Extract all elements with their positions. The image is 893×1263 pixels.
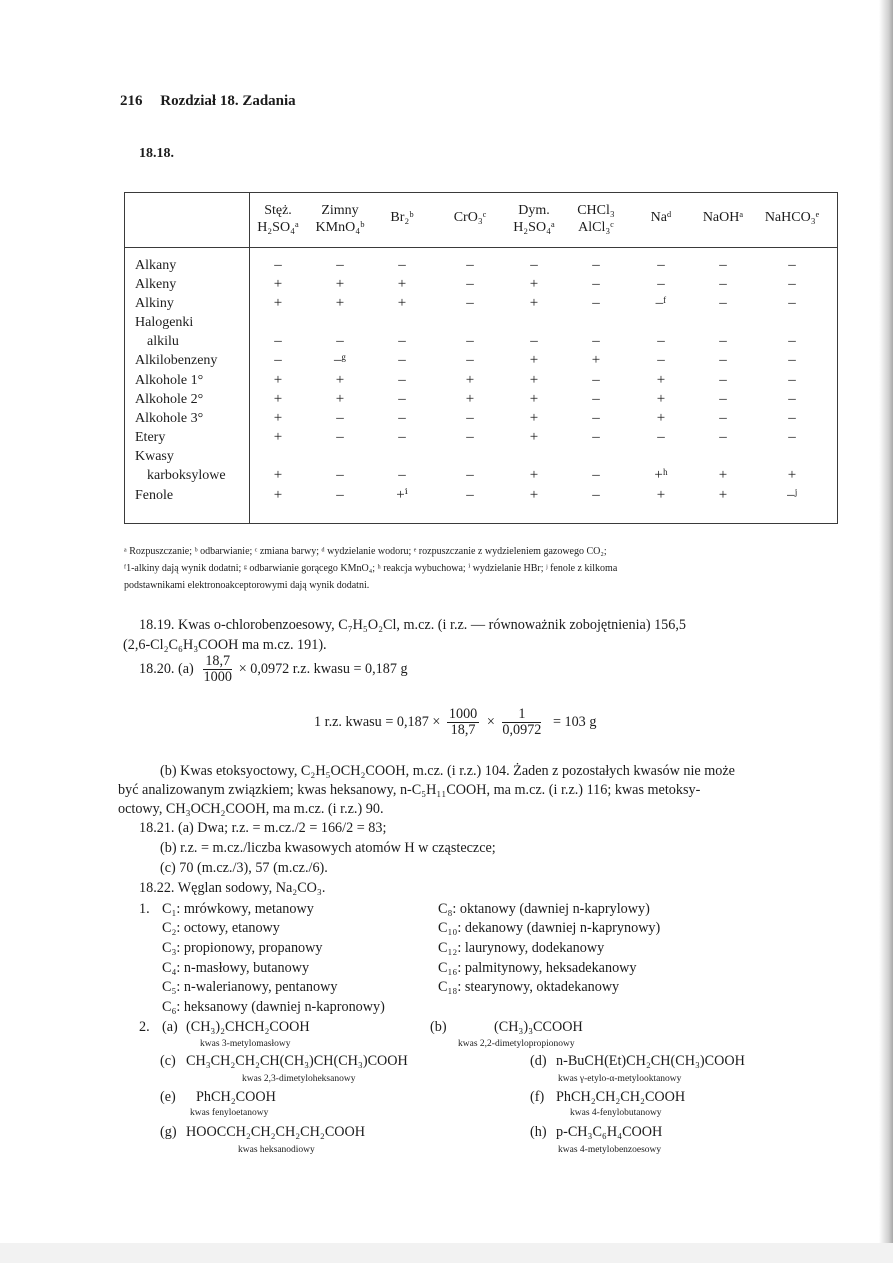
table-cell: –	[719, 391, 727, 407]
table-cell: –	[719, 410, 727, 426]
table-cell: +	[529, 487, 539, 503]
table-cell: –	[274, 352, 282, 368]
table-footnotes	[124, 543, 842, 594]
table-cell: –	[398, 467, 406, 483]
table-cell: +	[397, 295, 407, 311]
acid-formula: HOOCCH₂CH₂CH₂CH₂COOH	[186, 1124, 366, 1140]
problem-18-19-line2: (2,6-Cl₂C₆H₃COOH ma m.cz. 191).	[123, 637, 327, 653]
table-cell: +	[465, 391, 475, 407]
table-cell: +	[787, 467, 797, 483]
table-cell: +	[273, 487, 283, 503]
list-item: C₅: n-walerianowy, pentanowy	[162, 979, 338, 995]
column-header-line: Dym.	[518, 203, 550, 218]
list-item: C₃: propionowy, propanowy	[162, 940, 323, 956]
table-cell: +	[335, 276, 345, 292]
table-cell: –	[719, 352, 727, 368]
problem-18-20b-line2: być analizowanym związkiem; kwas heksanowy, n-C₅H₁₁COOH, ma m.cz. (i r.z.) 116; kwas metoksy-	[118, 782, 701, 798]
table-cell: –	[466, 257, 474, 273]
table-cell: +	[273, 391, 283, 407]
table-cell: –ʲ	[787, 487, 797, 503]
table-cell: –	[466, 352, 474, 368]
table-cell: –	[719, 372, 727, 388]
table-cell: +	[656, 487, 666, 503]
problem-18-20b-line3: octowy, CH₃OCH₂COOH, ma m.cz. (i r.z.) 90.	[118, 801, 384, 817]
row-label: Kwasy	[135, 449, 174, 464]
column-header-line: NaHCO₃ᵉ	[764, 210, 820, 225]
acid-formula: PhCH₂CH₂CH₂COOH	[556, 1089, 686, 1105]
table-cell: –	[788, 352, 796, 368]
list-2-number: 2.	[139, 1019, 150, 1035]
table-cell: +	[529, 410, 539, 426]
table-cell: –	[336, 467, 344, 483]
reaction-table	[124, 192, 838, 524]
acid-formula: PhCH₂COOH	[196, 1089, 276, 1105]
fraction-numerator: 18,7	[205, 653, 231, 669]
table-cell: –	[592, 391, 600, 407]
table-right-rule	[837, 192, 838, 524]
column-header-line: AlCl₃ᶜ	[578, 220, 614, 235]
problem-18-19-line1: 18.19. Kwas o-chlorobenzoesowy, C₇H₅O₂Cl, m.cz. (i r.z. — równoważnik zobojętnienia) 156,5	[139, 617, 687, 633]
list-item: C₆: heksanowy (dawniej n-kapronowy)	[162, 999, 385, 1015]
row-label: karboksylowe	[147, 468, 226, 483]
list-item: C₁₆: palmitynowy, heksadekanowy	[438, 960, 637, 976]
table-cell: –	[336, 410, 344, 426]
table-cell: –	[592, 429, 600, 445]
table-cell: –	[466, 295, 474, 311]
list-1-number: 1.	[139, 901, 150, 917]
table-cell: +	[273, 429, 283, 445]
table-cell: –	[336, 333, 344, 349]
column-header-line: Br₂ᵇ	[390, 210, 414, 225]
table-bottom-rule	[124, 523, 838, 524]
footnote-line: ᵃ Rozpuszczanie; ᵇ odbarwianie; ᶜ zmiana barwy; ᵈ wydzielanie wodoru; ᵉ rozpuszczanie z wydzieleniem gazowego CO₂;	[124, 546, 607, 557]
column-header	[683, 209, 763, 226]
table-cell: +	[656, 391, 666, 407]
table-cell: +	[397, 276, 407, 292]
section-18-18-label: 18.18.	[139, 146, 174, 161]
table-cell: –	[788, 257, 796, 273]
table-cell: +	[273, 372, 283, 388]
table-cell: –	[657, 429, 665, 445]
table-cell: –	[788, 372, 796, 388]
column-header-line: Zimny	[321, 203, 359, 218]
acid-name: kwas 3-metylomasłowy	[200, 1039, 291, 1049]
row-label: Alkohole 1°	[135, 373, 204, 388]
row-label: Etery	[135, 430, 166, 445]
acid-formula: n-BuCH(Et)CH₂CH(CH₃)COOH	[556, 1053, 745, 1069]
table-cell: –	[788, 276, 796, 292]
equation-2-times: ×	[486, 714, 495, 730]
table-cell: –	[398, 391, 406, 407]
table-cell: –	[788, 295, 796, 311]
table-cell: –	[466, 410, 474, 426]
table-cell: –	[657, 276, 665, 292]
table-cell: –	[530, 333, 538, 349]
table-cell: –	[530, 257, 538, 273]
table-cell: –	[336, 257, 344, 273]
chapter-title: Rozdział 18. Zadania	[160, 93, 296, 109]
list-item: C₁₂: laurynowy, dodekanowy	[438, 940, 605, 956]
list-item: C₄: n-masłowy, butanowy	[162, 960, 310, 976]
table-cell: –	[398, 333, 406, 349]
table-cell: –	[592, 467, 600, 483]
acid-name: kwas γ-etylo-α-metylooktanowy	[558, 1074, 682, 1084]
problem-18-22: 18.22. Węglan sodowy, Na₂CO₃.	[139, 880, 326, 896]
table-cell: –	[592, 410, 600, 426]
table-cell: –ᵍ	[333, 352, 346, 368]
list-item-label: (g)	[160, 1124, 177, 1140]
column-header-line: NaOHᵃ	[702, 210, 744, 225]
acid-name: kwas 2,2-dimetylopropionowy	[458, 1039, 575, 1049]
row-label: Alkohole 3°	[135, 411, 204, 426]
fraction-denominator: 0,0972	[502, 722, 542, 738]
table-cell: +	[529, 372, 539, 388]
scan-bottom-band	[0, 1243, 893, 1263]
row-label: Fenole	[135, 488, 174, 503]
column-header-line: H₂SO₄ᵃ	[257, 220, 299, 235]
list-item-label: (c)	[160, 1053, 176, 1069]
table-cell: –	[466, 333, 474, 349]
table-cell: –	[466, 467, 474, 483]
list-item: C₁: mrówkowy, metanowy	[162, 901, 314, 917]
table-cell: –	[719, 276, 727, 292]
table-cell: –	[719, 333, 727, 349]
table-cell: +	[335, 372, 345, 388]
table-cell: –	[398, 257, 406, 273]
table-cell: +	[273, 410, 283, 426]
table-cell: +	[591, 352, 601, 368]
table-cell: –	[788, 333, 796, 349]
table-cell: –	[788, 410, 796, 426]
table-cell: +	[273, 276, 283, 292]
column-header-line: H₂SO₄ᵃ	[513, 220, 555, 235]
table-cell: –	[274, 257, 282, 273]
row-label: alkilu	[147, 334, 179, 349]
table-cell: +	[273, 467, 283, 483]
table-cell: –	[592, 333, 600, 349]
table-cell: –	[788, 391, 796, 407]
row-label: Alkiny	[135, 296, 174, 311]
running-head	[120, 93, 296, 110]
table-cell: –	[657, 257, 665, 273]
row-label: Alkany	[135, 258, 177, 273]
column-header-line: Stęż.	[264, 203, 292, 218]
acid-name: kwas heksanodiowy	[238, 1145, 315, 1155]
column-header-line: CrO₃ᶜ	[453, 210, 487, 225]
table-cell: –	[657, 333, 665, 349]
table-cell: –	[398, 352, 406, 368]
row-label: Alkeny	[135, 277, 177, 292]
equation-2-rhs: = 103 g	[552, 714, 597, 730]
table-cell: +	[656, 372, 666, 388]
table-cell: –	[592, 276, 600, 292]
acid-formula: (CH₃)₂CHCH₂COOH	[186, 1019, 310, 1035]
table-label-divider	[249, 192, 250, 524]
list-item: C₂: octowy, etanowy	[162, 920, 280, 936]
row-label: Alkilobenzeny	[135, 353, 218, 368]
table-cell: –	[274, 333, 282, 349]
table-cell: +	[273, 295, 283, 311]
table-cell: +	[335, 295, 345, 311]
acid-name: kwas 4-fenylobutanowy	[570, 1108, 662, 1118]
row-label: Alkohole 2°	[135, 392, 204, 407]
list-item: C₁₈: stearynowy, oktadekanowy	[438, 979, 620, 995]
table-left-rule	[124, 192, 125, 524]
table-cell: +	[718, 467, 728, 483]
equation-1-rest: × 0,0972 r.z. kwasu = 0,187 g	[238, 661, 408, 677]
column-header-line: KMnO₄ᵇ	[315, 220, 365, 235]
problem-18-20-equation-1	[139, 654, 408, 685]
fraction-numerator: 1000	[448, 706, 478, 722]
table-cell: –	[466, 487, 474, 503]
fraction-numerator: 1	[502, 707, 541, 723]
table-cell: +	[529, 391, 539, 407]
table-cell: –	[336, 487, 344, 503]
list-item-label: (d)	[530, 1053, 547, 1069]
table-cell: +	[529, 467, 539, 483]
list-item: C₈: oktanowy (dawniej n-kaprylowy)	[438, 901, 650, 917]
table-cell: –	[336, 429, 344, 445]
fraction-denominator: 1000	[203, 669, 232, 685]
list-item-label: (e)	[160, 1089, 176, 1105]
table-cell: –	[592, 257, 600, 273]
table-cell: +	[465, 372, 475, 388]
table-cell: –	[719, 429, 727, 445]
row-label: Halogenki	[135, 315, 194, 330]
list-item: C₁₀: dekanowy (dawniej n-kaprynowy)	[438, 920, 661, 936]
problem-18-21-c: (c) 70 (m.cz./3), 57 (m.cz./6).	[160, 860, 328, 876]
column-header-line: CHCl₃	[577, 203, 615, 218]
table-cell: +ʰ	[654, 467, 668, 483]
acid-name: kwas 4-metylobenzoesowy	[558, 1145, 662, 1155]
table-cell: –	[398, 372, 406, 388]
table-cell: –	[657, 352, 665, 368]
acid-name: kwas fenyloetanowy	[190, 1108, 269, 1118]
problem-18-21-b: (b) r.z. = m.cz./liczba kwasowych atomów H w cząsteczce;	[160, 840, 496, 856]
table-cell: +	[656, 410, 666, 426]
page-number: 216	[120, 93, 143, 109]
list-item-label: (h)	[530, 1124, 547, 1140]
table-cell: +	[335, 391, 345, 407]
table-cell: –	[719, 295, 727, 311]
fraction-denominator: 18,7	[450, 722, 476, 738]
footnote-line: podstawnikami elektronoakceptorowymi dają wynik dodatni.	[124, 580, 370, 591]
acid-formula: (CH₃)₃CCOOH	[494, 1019, 583, 1035]
column-header	[752, 209, 832, 226]
table-cell: –ᶠ	[655, 295, 667, 311]
list-item-label: (f)	[530, 1089, 545, 1105]
table-cell: –	[719, 257, 727, 273]
table-cell: +ⁱ	[396, 487, 408, 503]
problem-18-20-label: 18.20. (a)	[139, 661, 194, 677]
table-top-rule	[124, 192, 838, 193]
list-item-label: (a)	[162, 1019, 178, 1035]
table-cell: +	[529, 429, 539, 445]
column-header-line: Naᵈ	[650, 210, 672, 225]
equation-2-lhs: 1 r.z. kwasu = 0,187 ×	[314, 714, 441, 730]
acid-formula: CH₃CH₂CH₂CH(CH₃)CH(CH₃)COOH	[186, 1053, 408, 1069]
table-cell: +	[529, 352, 539, 368]
table-cell: –	[466, 276, 474, 292]
acid-name: kwas 2,3-dimetyloheksanowy	[242, 1074, 356, 1084]
scan-edge-shadow	[879, 0, 893, 1263]
table-cell: +	[529, 295, 539, 311]
table-cell: +	[718, 487, 728, 503]
table-cell: –	[788, 429, 796, 445]
footnote-line: ᶠ1-alkiny dają wynik dodatni; ᵍ odbarwianie gorącego KMnO₄; ʰ reakcja wybuchowa; ⁱ wydzielanie HBr; ʲ fenole z kilkoma	[124, 563, 618, 574]
list-item-label: (b)	[430, 1019, 447, 1035]
table-cell: +	[529, 276, 539, 292]
table-cell: –	[592, 295, 600, 311]
table-cell: –	[398, 410, 406, 426]
table-cell: –	[592, 487, 600, 503]
table-cell: –	[592, 372, 600, 388]
table-cell: –	[398, 429, 406, 445]
problem-18-20-equation-2	[314, 707, 596, 738]
acid-formula: p-CH₃C₆H₄COOH	[556, 1124, 663, 1140]
problem-18-21-a: 18.21. (a) Dwa; r.z. = m.cz./2 = 166/2 = 83;	[139, 820, 387, 836]
problem-18-20b-line1: (b) Kwas etoksyoctowy, C₂H₅OCH₂COOH, m.cz. (i r.z.) 104. Żaden z pozostałych kwasów nie może	[160, 763, 735, 779]
table-header-rule	[124, 247, 838, 248]
table-cell: –	[466, 429, 474, 445]
